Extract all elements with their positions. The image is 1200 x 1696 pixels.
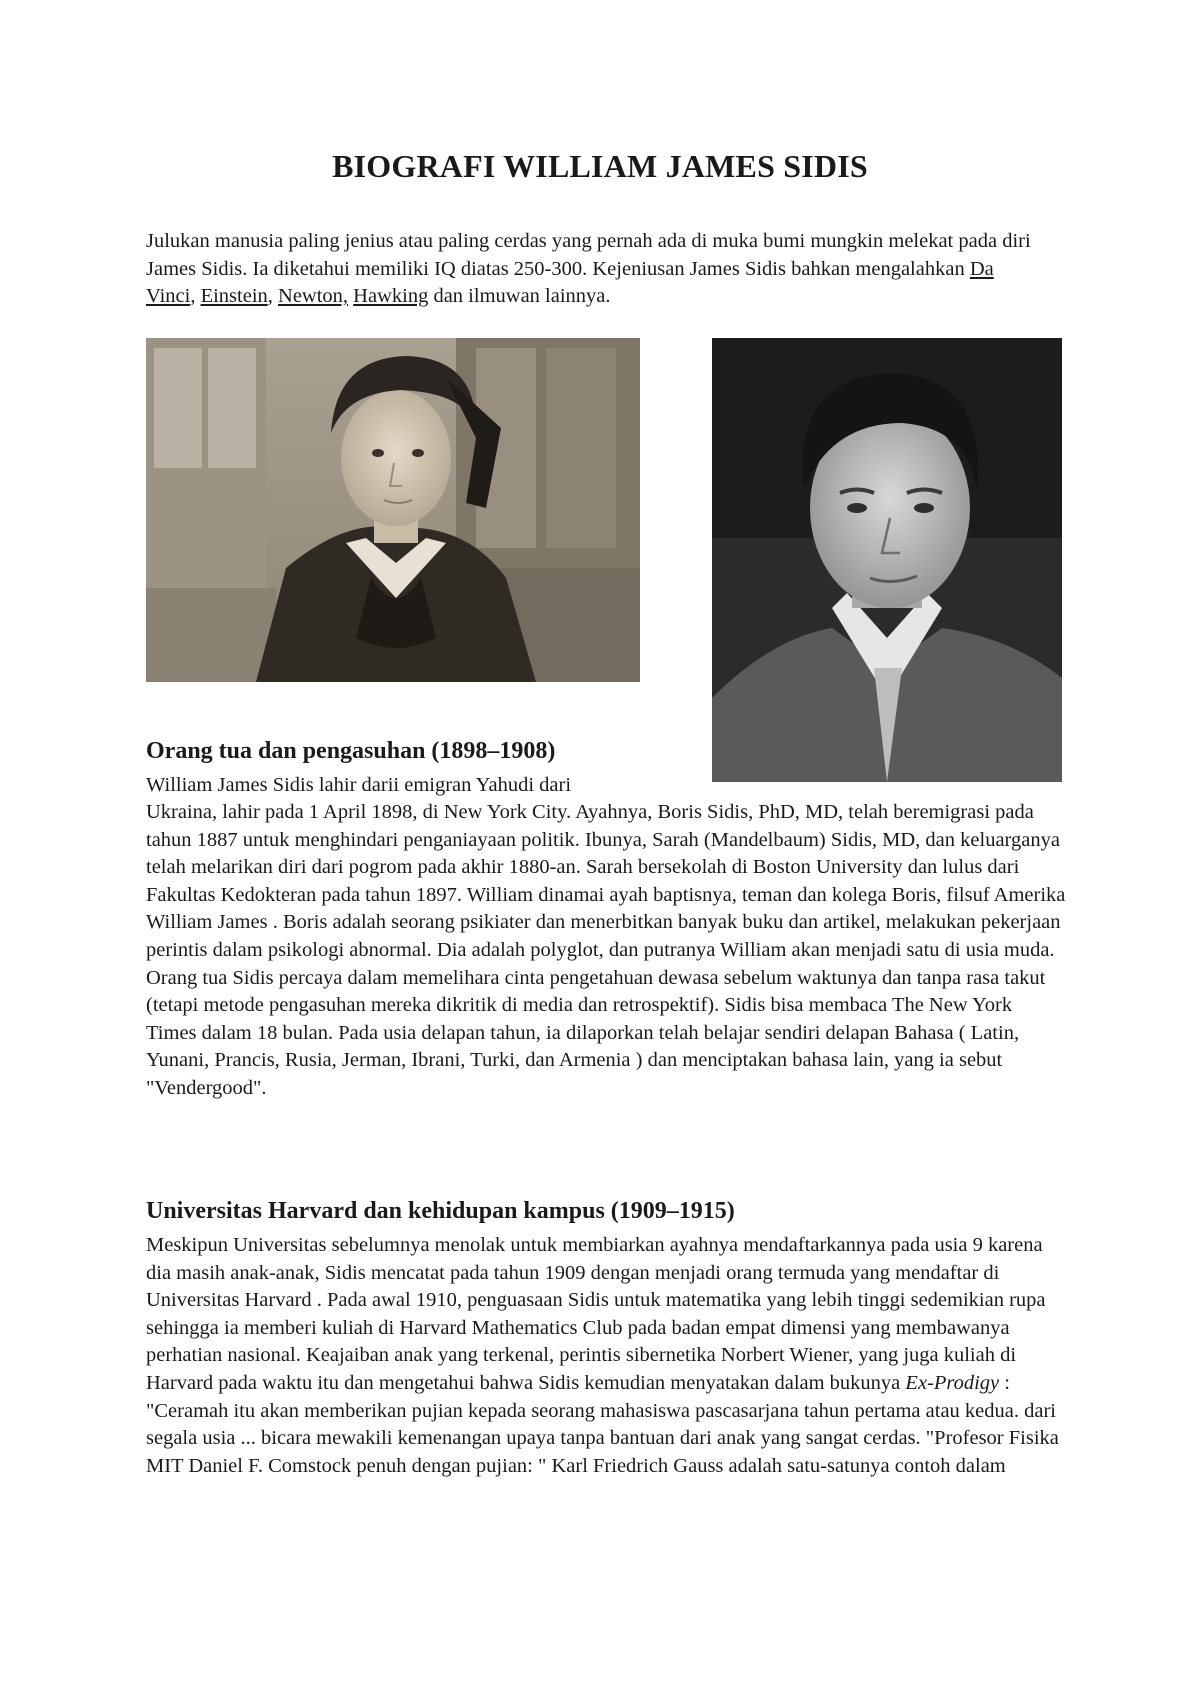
link-hawking[interactable]: Hawking	[353, 285, 429, 308]
section-heading-harvard: Universitas Harvard dan kehidupan kampus (1909–1915)	[146, 1198, 735, 1224]
section-parents-body: Ukraina, lahir pada 1 April 1898, di New York City. Ayahnya, Boris Sidis, PhD, MD, telah beremigrasi pada tahun 1887 untuk menghindari penganiayaan politik. Ibunya, Sarah (Mandelbaum) Sidis, MD, dan keluarganya telah melarikan diri dari pogrom pada akhir 1880-an. Sarah bersekolah di Boston University dan lulus dari Fakultas Kedokteran pada tahun 1897. William dinamai ayah baptisnya, teman dan kolega Boris, filsuf Amerika William James . Boris adalah seorang psikiater dan menerbitkan banyak buku dan artikel, melakukan pekerjaan perintis dalam psikologi abnormal. Dia adalah polyglot, dan putranya William akan menjadi satu di usia muda. Orang tua Sidis percaya dalam memelihara cinta pengetahuan dewasa sebelum waktunya dan tanpa rasa takut (tetapi metode pengasuhan mereka dikritik di media dan retrospektif). Sidis bisa membaca The New York Times dalam 18 bulan. Pada usia delapan tahun, ia dilaporkan telah belajar sendiri delapan Bahasa ( Latin, Yunani, Prancis, Rusia, Jerman, Ibrani, Turki, dan Armenia ) dan menciptakan bahasa lain, yang ia sebut "Vendergood".	[146, 801, 1066, 1099]
section-harvard-body: Meskipun Universitas sebelumnya menolak untuk membiarkan ayahnya mendaftarkannya pada usia 9 karena dia masih anak-anak, Sidis mencatat pada tahun 1909 dengan menjadi orang termuda yang mendaftar di Universitas Harvard . Pada awal 1910, penguasaan Sidis untuk matematika yang lebih tinggi sedemikian rupa sehingga ia memberi kuliah di Harvard Mathematics Club pada badan empat dimensi yang membawanya perhatian nasional. Keajaiban anak yang terkenal, perintis sibernetika Norbert Wiener, yang juga kuliah di Harvard pada waktu itu dan mengetahui bahwa Sidis kemudian menyatakan dalam bukunya Ex-Prodigy : "Ceramah itu akan memberikan pujian kepada seorang mahasiswa pascasarjana tahun pertama atau kedua. dari segala usia ... bicara mewakili kemenangan upaya tanpa bantuan dari anak yang sangat cerdas. "Profesor Fisika MIT Daniel F. Comstock penuh dengan pujian: " Karl Friedrich Gauss adalah satu-satunya contoh dalam	[146, 1234, 1059, 1477]
link-newton[interactable]: Newton,	[278, 285, 349, 308]
book-title: Ex-Prodigy	[905, 1371, 1000, 1394]
intro-text: Julukan manusia paling jenius atau paling cerdas yang pernah ada di muka bumi mungkin melekat pada diri James Sidis. Ia diketahui memiliki IQ diatas 250-300. Kejeniusan James Sidis bahkan mengalahkan	[146, 230, 1031, 280]
section-heading-parents: Orang tua dan pengasuhan (1898–1908)	[146, 738, 556, 764]
young-man-photo	[712, 338, 1062, 782]
link-einstein[interactable]: Einstein	[200, 285, 268, 308]
intro-paragraph: Julukan manusia paling jenius atau paling cerdas yang pernah ada di muka bumi mungkin melekat pada diri James Sidis. Ia diketahui memiliki IQ diatas 250-300. Kejeniusan James Sidis bahkan mengalahkan Da Vinci, Einstein, Newton, Hawking dan ilmuwan lainnya.	[146, 230, 1031, 308]
link-da-vinci[interactable]: Da Vinci	[146, 257, 994, 308]
child-photo	[146, 338, 640, 682]
intro-text-end: dan ilmuwan lainnya.	[428, 285, 611, 308]
section-parents-first-line: William James Sidis lahir darii emigran Yahudi dari	[146, 774, 572, 796]
page-title: BIOGRAFI WILLIAM JAMES SIDIS	[332, 148, 868, 184]
